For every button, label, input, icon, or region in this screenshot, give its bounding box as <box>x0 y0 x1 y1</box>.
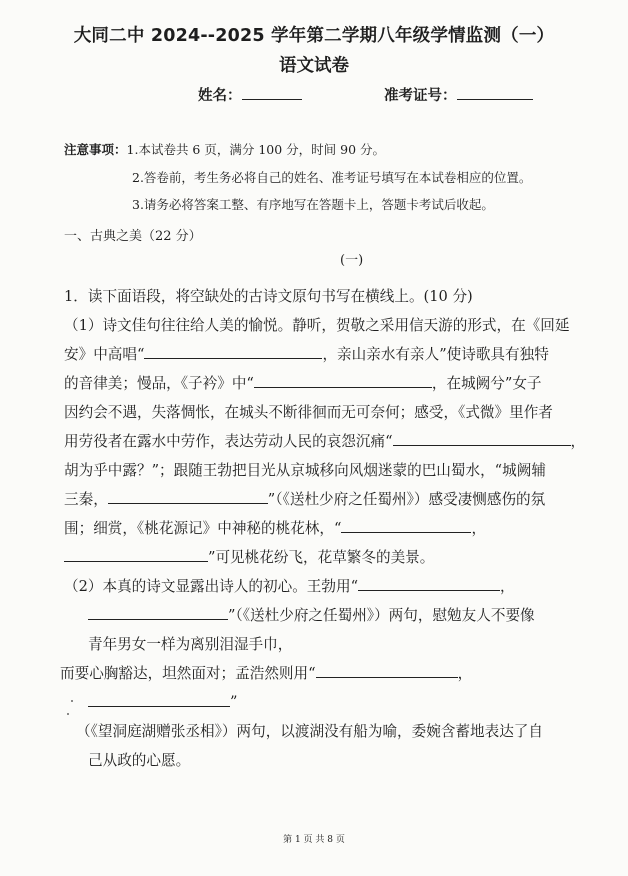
q1-p1-line-1: （1）诗文佳句往往给人美的愉悦。静听，贺敬之采用信天游的形式，在《回延 <box>64 317 570 334</box>
name-blank[interactable] <box>242 85 302 101</box>
q1-p2-line-5: ” <box>88 691 237 711</box>
answer-blank-10[interactable] <box>88 691 230 707</box>
q1-p2-line-7: 己从政的心愿。 <box>88 752 191 769</box>
q1-p1-line-9: ”可见桃花纷飞，花草繁冬的美景。 <box>64 546 434 567</box>
answer-blank-1[interactable] <box>144 343 322 359</box>
notice-line-1 <box>64 140 385 158</box>
part-heading: (一) <box>340 253 364 268</box>
notice-item-1: 1.本试卷共 6 页，满分 100 分，时间 90 分。 <box>126 142 386 157</box>
answer-blank-4[interactable] <box>108 488 268 504</box>
answer-blank-5[interactable] <box>341 517 471 533</box>
q1-p1-line-7: 三秦， ”（《送杜少府之任蜀州》）感受凄恻感伤的氛 <box>64 488 545 509</box>
notice-item-2: 2.答卷前，考生务必将自己的姓名、准考证号填写在本试卷相应的位置。 <box>132 170 532 185</box>
name-label: 姓名： <box>198 88 242 104</box>
notice-item-3: 3.请务必将答案工整、有序地写在答题卡上，答题卡考试后收起。 <box>132 197 494 212</box>
question-1-stem: 1．读下面语段，将空缺处的古诗文原句书写在横线上。(10 分) <box>64 288 473 305</box>
exam-title: 大同二中 2024--2025 学年第二学期八年级学情监测（一） <box>73 26 555 46</box>
q1-p1-line-3: 的音律美；慢品，《子衿》中“ ，在城阙兮”女子 <box>64 372 542 393</box>
q1-p1-line-5: 用劳役者在露水中劳作，表达劳动人民的哀怨沉痛“ ， <box>64 430 585 451</box>
q1-p1-line-2: 安》中高唱“ ，亲山亲水有亲人”使诗歌具有独特 <box>64 343 549 364</box>
answer-blank-9[interactable] <box>316 662 458 678</box>
answer-blank-7[interactable] <box>358 575 500 591</box>
exam-number-label: 准考证号： <box>384 88 457 104</box>
scan-speck <box>71 700 73 702</box>
q1-p2-line-4: 而要心胸豁达，坦然面对；孟浩然则用“ ， <box>60 662 472 683</box>
page-number: 第 1 页 共 8 页 <box>283 835 345 845</box>
exam-number-blank[interactable] <box>457 85 533 101</box>
exam-number-field <box>384 84 533 105</box>
scan-speck <box>67 713 69 715</box>
answer-blank-6[interactable] <box>64 546 208 562</box>
q1-p2-line-1: （2）本真的诗文显露出诗人的初心。王勃用“ ， <box>64 575 515 596</box>
q1-p2-line-6: （《望洞庭湖赠张丞相》）两句，以渡湖没有船为喻，委婉含蓄地表达了自 <box>76 723 543 740</box>
exam-subtitle: 语文试卷 <box>279 56 349 76</box>
answer-blank-3[interactable] <box>393 430 571 446</box>
q1-p2-line-3: 青年男女一样为离别泪湿手巾， <box>88 636 293 653</box>
section-heading: 一、古典之美（22 分） <box>64 229 202 244</box>
q1-p1-line-8: 围；细赏，《桃花源记》中神秘的桃花林，“ ， <box>64 517 486 538</box>
q1-p1-line-4: 因约会不遇，失落惆怅，在城头不断徘徊而无可奈何；感受，《式微》里作者 <box>64 404 553 421</box>
q1-p1-line-6: 胡为乎中露？”；跟随王勃把目光从京城移向风烟迷蒙的巴山蜀水，“城阙辅 <box>64 462 546 479</box>
q1-p2-line-2: ”（《送杜少府之任蜀州》）两句，慰勉友人不要像 <box>88 604 535 625</box>
notice-label: 注意事项： <box>64 142 127 157</box>
answer-blank-2[interactable] <box>254 372 432 388</box>
name-field <box>198 84 302 105</box>
answer-blank-8[interactable] <box>88 604 228 620</box>
